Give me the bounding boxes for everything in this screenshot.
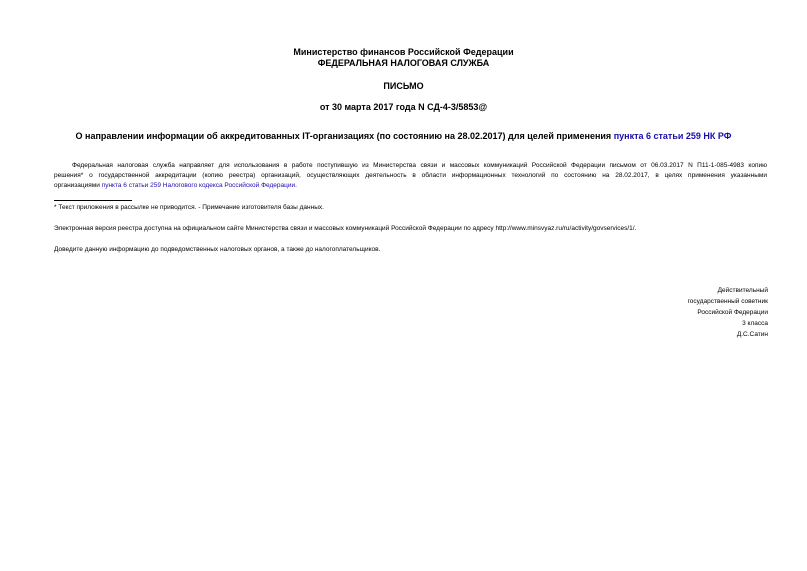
document-subject bbox=[0, 131, 807, 142]
signature-title-line-4: 3 класса bbox=[742, 320, 768, 327]
signature-title-line-2: государственный советник bbox=[687, 298, 768, 305]
signatory-name: Д.С.Сатин bbox=[736, 331, 768, 338]
footnote-text: * Текст приложения в рассылке не приводится. - Примечание изготовителя базы данных. bbox=[54, 204, 324, 211]
signature-block bbox=[688, 285, 768, 340]
inform-paragraph: Доведите данную информацию до подведомственных налоговых органов, а также до налогоплательщиков. bbox=[54, 246, 381, 253]
main-paragraph-line-2: решения* о государственной аккредитации (копию реестра) организаций, осуществляющих деятельность в области информационных технологий по состоянию на 28.02.2017, в целях применения указанными bbox=[54, 172, 767, 179]
main-paragraph bbox=[54, 161, 767, 191]
tax-code-link[interactable]: пункта 6 статьи 259 Налогового кодекса Российской Федерации bbox=[101, 182, 296, 189]
subject-text: О направлении информации об аккредитованных IT-организациях (по состоянию на 28.02.2017) для целей применения bbox=[75, 131, 614, 141]
main-paragraph-line-3 bbox=[54, 181, 767, 191]
main-paragraph-prefix: организациями bbox=[54, 182, 102, 189]
electronic-version-paragraph: Электронная версия реестра доступна на официальном сайте Министерства связи и массовых коммуникаций Российской Федерации по адресу http://www.minsvyaz.ru/ru/activity/govservices/1/. bbox=[54, 225, 637, 232]
subject-law-link[interactable]: пункта 6 статьи 259 НК РФ bbox=[613, 131, 732, 141]
signature-title-line-1: Действительный bbox=[717, 287, 768, 294]
document-type: ПИСЬМО bbox=[383, 81, 424, 91]
main-paragraph-suffix: . bbox=[295, 182, 297, 189]
document-date-number: от 30 марта 2017 года N СД-4-3/5853@ bbox=[319, 102, 488, 112]
signature-title-line-3: Российской Федерации bbox=[697, 309, 768, 316]
main-paragraph-line-1: Федеральная налоговая служба направляет для использования в работе поступившую из Министерства связи и массовых коммуникаций Российской Федерации письмом от 06.03.2017 N П11-1-085-4983 копию bbox=[72, 162, 767, 169]
ministry-name: Министерство финансов Российской Федерации bbox=[293, 47, 514, 57]
service-name: ФЕДЕРАЛЬНАЯ НАЛОГОВАЯ СЛУЖБА bbox=[317, 58, 490, 68]
footnote-divider bbox=[54, 200, 132, 201]
